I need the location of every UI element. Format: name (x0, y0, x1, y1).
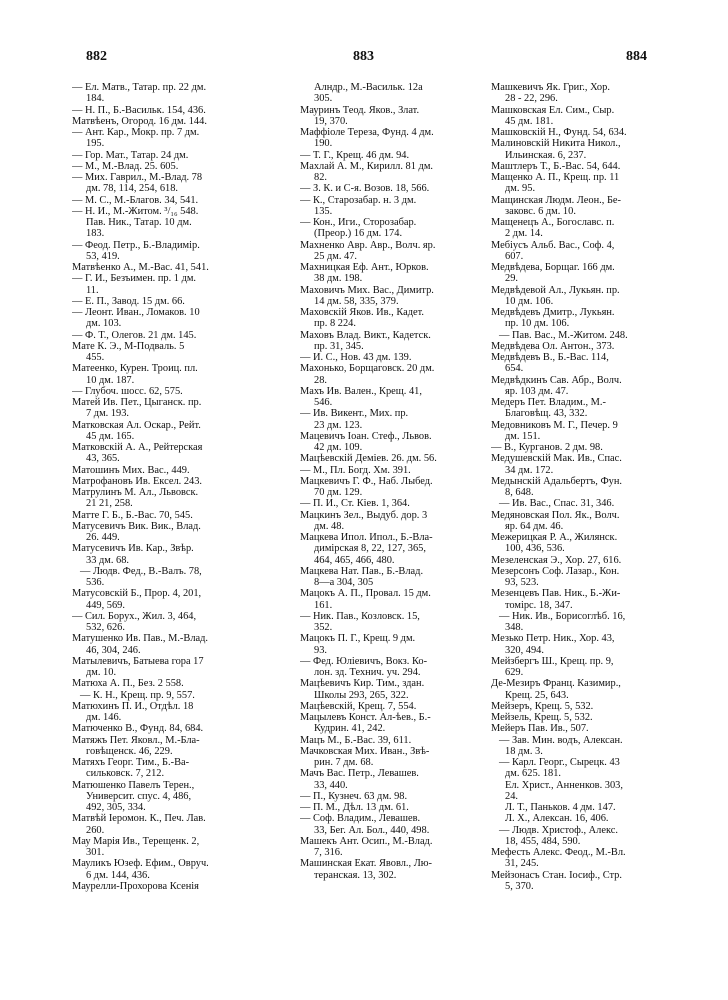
directory-entry-line: 33, Бег. Ал. Бол., 440, 498. (314, 824, 430, 836)
directory-entry-line: Матусевичъ Ив. Кар., Звѣр. (72, 543, 194, 555)
directory-entry-line: 7, 316. (314, 847, 343, 858)
directory-entry-line: Маффіоле Тереза, Фунд. 4 дм. (300, 127, 434, 138)
directory-entry-line: — Ник. Ив., Борисоглѣб. 16, (499, 610, 626, 622)
directory-entry-line: Мащинская Людм. Леон., Бе- (491, 194, 621, 206)
directory-entry-line: Маховъ Влад. Викт., Кадетск. (300, 329, 431, 341)
directory-entry-line: дм. 103. (86, 318, 122, 330)
directory-entry-line: Медынскій Адальбертъ, Фун. (491, 475, 623, 487)
directory-entry-line: Машекъ Ант. Осип., М.-Влад. (300, 835, 433, 847)
directory-entry-line: 184. (86, 93, 105, 105)
directory-entry-line: 305. (314, 93, 333, 105)
directory-entry-line: Мейзеръ, Крещ. 5, 532. (491, 700, 594, 712)
directory-entry-line: Машинская Екат. Явовл., Лю- (300, 858, 432, 870)
directory-entry-line: — Т. Г., Крещ. 46 дм. 94. (300, 149, 410, 161)
directory-entry-line: Благовѣщ. 43, 332. (505, 408, 588, 420)
directory-entry-line: Мацкева Ипол. Ипол., Б.-Вла- (300, 532, 433, 543)
directory-entry-line: Медвѣдева, Борщаг. 166 дм. (491, 262, 615, 273)
directory-entry-line: Матушенко Ив. Пав., М.-Влад. (72, 633, 208, 645)
directory-entry-line: Мефесть Алекс. Феод., М.-Вл. (491, 847, 626, 858)
directory-entry-line: 82. (314, 172, 327, 183)
directory-entry-line: 2 дм. 14. (505, 228, 543, 240)
directory-entry-line: Мачъ Вас. Петр., Левашев. (300, 768, 419, 780)
directory-entry-line: Мезерсонъ Соф. Лазар., Кон. (491, 565, 620, 577)
directory-entry-line: Медушевскій Мак. Ив., Спас. (491, 453, 622, 465)
directory-entry-line: Крещ. 25, 643. (505, 689, 569, 701)
directory-entry-line: 38 дм. 198. (314, 273, 363, 285)
directory-entry-line: говѣщенск. 46, 229. (86, 745, 173, 757)
directory-entry-line: Матте Г. Б., Б.-Вас. 70, 545. (72, 509, 193, 521)
directory-entry-line: (Преор.) 16 дм. 174. (314, 228, 403, 240)
directory-entry-line: дм. 625. 181. (505, 768, 562, 780)
directory-entry-line: Мацкевичъ Г. Ф., Наб. Лыбед. (300, 475, 433, 487)
directory-entry-line: — Соф. Владим., Левашев. (300, 813, 421, 825)
directory-entry-line: Матрулинъ М. Ал., Львовск. (72, 487, 199, 498)
directory-entry-line: яр. 103 дм. 47. (505, 385, 569, 397)
directory-entry-line: — Н. И., М.-Житом. ³/₁₆ 548. (72, 205, 199, 217)
directory-entry-line: 33, 440. (314, 779, 348, 791)
directory-entry-line: 195. (86, 138, 105, 150)
directory-entry-line: Матылевичъ, Батыева гора 17 (72, 655, 204, 667)
directory-entry-line: дм. 78, 114, 254, 618. (86, 183, 179, 195)
directory-entry-line: Мейзель, Крещ. 5, 532. (491, 712, 593, 723)
directory-entry-line: пр. 8 224. (314, 318, 356, 330)
directory-entry-line: — П. М., Дѣл. 13 дм. 61. (300, 802, 409, 813)
directory-entry-line: Матковскій А. А., Рейтерская (72, 442, 203, 453)
directory-entry-line: Машковскій Н., Фунд. 54, 634. (491, 127, 627, 138)
directory-entry-line: — М., Пл. Богд. Хм. 391. (300, 464, 411, 476)
directory-entry-line: 31, 245. (505, 858, 539, 870)
directory-entry-line: рин. 7 дм. 68. (314, 757, 374, 768)
directory-entry-line: Мацъ М., Б.-Вас. 39, 611. (300, 734, 412, 746)
directory-entry-line: Мезько Петр. Ник., Хор. 43, (491, 633, 615, 645)
directory-entry-line: Матюшенко Павелъ Терен., (72, 779, 195, 791)
directory-entry-line: 455. (86, 352, 105, 363)
directory-entry-line: Медвѣдевой Ал., Лукьян. пр. (491, 284, 620, 296)
directory-entry-line: Мащенецъ А., Богославс. п. (491, 217, 615, 228)
directory-entry-line: Медвѣдкинъ Сав. Абр., Волч. (491, 374, 622, 386)
directory-entry-line: Медвѣдевъ В., Б.-Вас. 114, (491, 352, 609, 363)
directory-entry-line: 28. (314, 374, 327, 386)
directory-entry-line: — З. К. и С-я. Возов. 18, 566. (300, 183, 430, 195)
directory-entry-line: — Ив. Вас., Спас. 31, 346. (499, 498, 615, 510)
directory-entry-line: — Пав. Вас., М.-Житом. 248. (499, 329, 628, 341)
directory-entry-line: Университ. спус. 4, 486, (86, 790, 192, 802)
directory-entry-line: Махлай А. М., Кирилл. 81 дм. (300, 160, 433, 172)
directory-entry-line: Мате К. Э., М-Подваль. 5 (72, 340, 185, 352)
directory-entry-line: 25 дм. 47. (314, 250, 358, 262)
directory-entry-line: дм. 48. (314, 520, 345, 532)
directory-entry-line: 43, 365. (86, 453, 120, 465)
directory-entry-line: 19, 370. (314, 115, 348, 127)
directory-entry-line: Матюхинъ П. И., Отдѣл. 18 (72, 700, 194, 712)
directory-entry-line: — М., М.-Влад. 25. 605. (72, 160, 179, 172)
directory-entry-line: 8, 648. (505, 487, 534, 498)
directory-entry-line: 260. (86, 824, 105, 836)
directory-entry-line: 93. (314, 644, 327, 656)
directory-entry-line: Матеенко, Курен. Троиц. пл. (72, 363, 198, 375)
directory-entry-line: Мау Марія Ив., Терещенк. 2, (72, 835, 200, 847)
directory-entry-line: — Ел. Матв., Татар. пр. 22 дм. (72, 82, 207, 93)
directory-entry-line: 629. (505, 667, 524, 678)
directory-entry-line: Медяновская Пол. Як., Волч. (491, 509, 620, 521)
directory-entry-line: — Ф. Т., Олегов. 21 дм. 145. (72, 329, 197, 341)
directory-entry-line: Махъ Ив. Вален., Крещ. 41, (300, 385, 422, 397)
directory-entry-line: — Карл. Георг., Сырецк. 43 (499, 757, 620, 768)
directory-entry-line: лон. зд. Технич. уч. 294. (314, 667, 421, 678)
directory-entry-line: Мачковская Мих. Иван., Звѣ- (300, 745, 430, 757)
directory-entry-line: 100, 436, 536. (505, 543, 565, 555)
directory-entry-line: 449, 569. (86, 599, 125, 611)
directory-entry-line: Л. Т., Паньков. 4 дм. 147. (505, 802, 616, 813)
directory-entry-line: 352. (314, 622, 333, 633)
directory-entry-line: — Зав. Мин. водъ, Алексан. (499, 734, 623, 746)
directory-entry-line: — Сил. Борух., Жил. 3, 464, (72, 610, 197, 622)
directory-entry-line: Мацокъ П. Г., Крещ. 9 дм. (300, 633, 416, 645)
directory-entry-line: — Г. И., Безъимен. пр. 1 дм. (72, 273, 197, 285)
directory-entry-line: теранская. 13, 302. (314, 869, 397, 881)
directory-entry-line: Мацылевъ Конст. Ал-ѣев., Б.- (300, 712, 431, 723)
directory-entry-line: 53, 419. (86, 250, 120, 262)
directory-entry-line: Матошинъ Мих. Вас., 449. (72, 464, 190, 476)
directory-entry-line: 34 дм. 172. (505, 464, 554, 476)
directory-entry-line: — М. С., М.-Благов. 34, 541. (72, 194, 199, 206)
column-left (72, 82, 284, 892)
directory-entry-line: 14 дм. 58, 335, 379. (314, 295, 399, 307)
directory-entry-line: — Людв. Фед., В.-Валъ. 78, (80, 565, 202, 577)
directory-entry-line: — Ник. Пав., Козловск. 15, (300, 610, 420, 622)
directory-entry-line: Школы 293, 265, 322. (314, 689, 409, 701)
directory-entry-line: сильковск. 7, 212. (86, 768, 165, 780)
directory-entry-line: — П., Кузнеч. 63 дм. 98. (300, 790, 408, 802)
directory-entry-line: Мебіусъ Альб. Вас., Соф. 4, (491, 239, 615, 251)
column-middle (300, 82, 512, 881)
directory-entry-line: Мейзонасъ Стан. Іосиф., Стр. (491, 869, 622, 881)
directory-entry-line: 532, 626. (86, 622, 125, 633)
directory-entry-line: Межерицкая Р. А., Жилянск. (491, 532, 618, 543)
directory-entry-line: 11. (86, 284, 99, 296)
directory-entry-line: — Ант. Кар., Мокр. пр. 7 дм. (72, 127, 200, 138)
directory-entry-line: 45 дм. 181. (505, 115, 554, 127)
directory-entry-line: 183. (86, 228, 105, 240)
directory-entry-line: Матюха А. П., Без. 2 558. (72, 678, 184, 690)
directory-entry-line: 8—а 304, 305 (314, 577, 374, 588)
directory-entry-line: Маховскій Яков. Ив., Кадет. (300, 307, 425, 318)
directory-entry-line: Маштлеръ Т., Б.-Вас. 54, 644. (491, 160, 621, 172)
directory-entry-line: дм. 151. (505, 430, 541, 442)
directory-entry-line: Медвѣдева Ол. Антон., 373. (491, 340, 615, 352)
directory-entry-line: яр. 64 дм. 46. (505, 520, 564, 532)
directory-entry-line: — Мих. Гаврил., М.-Влад. 78 (72, 172, 203, 183)
directory-entry-line: Матвѣй Іеромон. К., Печ. Лав. (72, 813, 206, 825)
directory-entry-line: Пав. Ник., Татар. 10 дм. (86, 217, 192, 228)
directory-entry-line: 7 дм. 193. (86, 408, 130, 420)
directory-entry-line: — В., Курганов. 2 дм. 98. (491, 442, 603, 453)
directory-entry-line: Мауликъ Юзеф. Ефим., Овруч. (72, 858, 209, 870)
directory-entry-line: 607. (505, 250, 524, 262)
directory-entry-line: — Гор. Мат., Татар. 24 дм. (72, 149, 189, 161)
directory-entry-line: 18, 455, 484, 590. (505, 835, 581, 847)
directory-entry-line: 10 дм. 106. (505, 295, 554, 307)
directory-entry-line: пр. 31, 345. (314, 340, 364, 352)
directory-entry-line: Мейеръ Пав. Ив., 507. (491, 723, 589, 735)
directory-entry-line: 70 дм. 129. (314, 487, 363, 498)
directory-entry-line: Медвѣдевъ Дмитр., Лукьян. (491, 307, 615, 318)
directory-entry-line: 135. (314, 205, 333, 217)
directory-entry-line: Матусовскій Б., Прор. 4, 201, (72, 588, 202, 600)
directory-entry-line: дм. 146. (86, 712, 122, 723)
directory-entry-line: — Ив. Викент., Мих. пр. (300, 408, 409, 420)
directory-entry-line: 10 дм. 187. (86, 374, 135, 386)
directory-entry-line: Матей Ив. Пет., Цыганск. пр. (72, 397, 202, 408)
directory-entry-line: 654. (505, 363, 524, 375)
directory-entry-line: — И. С., Нов. 43 дм. 139. (300, 352, 412, 363)
directory-entry-line: Матрофановъ Ив. Ексел. 243. (72, 475, 203, 487)
directory-entry-line: 5, 370. (505, 880, 534, 892)
directory-entry-line: 45 дм. 165. (86, 430, 135, 442)
page-number-middle: 883 (353, 49, 374, 64)
directory-entry-line: 161. (314, 599, 333, 611)
directory-entry-line: Л. Х., Алексан. 16, 406. (505, 813, 609, 825)
directory-entry-line: Махонько, Борщаговск. 20 дм. (300, 363, 435, 375)
directory-entry-line: Махненко Авр. Авр., Волч. яр. (300, 239, 436, 251)
directory-entry-line: Мацѣевскій Деміев. 26. дм. 56. (300, 453, 437, 465)
directory-entry-line: Матюченко В., Фунд. 84, 684. (72, 723, 204, 735)
directory-entry-line: Алндр., М.-Васильк. 12а (314, 82, 423, 93)
directory-entry-line: Мацкинъ Зел., Выдуб. дор. 3 (300, 509, 428, 521)
directory-entry-line: пр. 10 дм. 106. (505, 318, 570, 330)
directory-entry-line: томірс. 18, 347. (505, 599, 573, 611)
directory-entry-line: Кудрин. 41, 242. (314, 723, 386, 735)
directory-entry-line: — Феод. Петр., Б.-Владимір. (72, 239, 200, 251)
directory-entry-line: 46, 304, 246. (86, 644, 141, 656)
directory-entry-line: — Людв. Христоф., Алекс. (499, 824, 618, 836)
directory-entry-line: Мезеленская Э., Хор. 27, 616. (491, 554, 622, 566)
directory-entry-line: 93, 523. (505, 577, 539, 588)
directory-entry-line: дм. 95. (505, 183, 536, 195)
directory-entry-line: Мацокъ А. П., Провал. 15 дм. (300, 588, 431, 600)
directory-entry-line: Машковская Ел. Сим., Сыр. (491, 104, 615, 116)
directory-entry-line: 21 21, 258. (86, 498, 133, 510)
directory-entry-line: — Кон., Иги., Сторозабар. (300, 217, 417, 228)
directory-entry-line: 320, 494. (505, 644, 544, 656)
directory-entry-line: 536. (86, 577, 105, 588)
directory-entry-line: Ел. Христ., Анненков. 303, (505, 779, 623, 791)
directory-entry-line: 42 дм. 109. (314, 442, 363, 453)
directory-entry-line: Маховичъ Мих. Вас., Димитр. (300, 284, 434, 296)
directory-entry-line: димірская 8, 22, 127, 365, (314, 543, 426, 555)
directory-entry-line: — П. И., Ст. Кіев. 1, 364. (300, 498, 410, 510)
directory-entry-line: Мезенцевъ Пав. Ник., Б.-Жи- (491, 588, 621, 600)
page-number-right: 884 (626, 49, 647, 64)
directory-entry-line: 23 дм. 123. (314, 419, 363, 431)
directory-entry-line: — К., Старозабар. н. 3 дм. (300, 194, 417, 206)
directory-entry-line: Медовниковъ М. Г., Печер. 9 (491, 419, 618, 431)
directory-entry-line: — Н. П., Б.-Васильк. 154, 436. (72, 104, 206, 116)
directory-entry-line: Машкевичъ Як. Григ., Хор. (491, 82, 610, 93)
directory-entry-line: 6 дм. 144, 436. (86, 869, 150, 881)
directory-entry-line: Мацкева Нат. Пав., Б.-Влад. (300, 565, 424, 577)
directory-entry-line: 546. (314, 397, 333, 408)
directory-entry-line: 348. (505, 622, 524, 633)
directory-entry-line: — Глубоч. шосс. 62, 575. (72, 385, 183, 397)
directory-entry-line: Де-Мезиръ Франц. Казимир., (491, 678, 621, 690)
directory-entry-line: дм. 10. (86, 667, 117, 678)
directory-entry-line: Медеръ Пет. Владим., М.- (491, 397, 606, 408)
directory-entry-line: Матвѣенко А., М.-Вас. 41, 541. (72, 262, 209, 273)
directory-entry-line: 301. (86, 847, 105, 858)
directory-entry-line: Мацѣевскій, Крещ. 7, 554. (300, 700, 417, 712)
directory-entry-line: Матковская Ал. Оскар., Рейт. (72, 419, 201, 431)
directory-entry-line: Матяхъ Георг. Тим., Б.-Ва- (72, 757, 190, 768)
directory-entry-line: 190. (314, 138, 333, 150)
directory-entry-line: Маурелли-Прохорова Ксенія (72, 880, 199, 892)
directory-entry-line: 29. (505, 273, 518, 285)
directory-entry-line: Мащенко А. П., Крещ. пр. 11 (491, 172, 620, 183)
page-number-left: 882 (86, 49, 107, 64)
directory-entry-line: — Леонт. Иван., Ломаков. 10 (72, 307, 200, 318)
directory-entry-line: Мацевичъ Іоан. Стеф., Львов. (300, 430, 432, 442)
directory-entry-line: 18 дм. 3. (505, 745, 543, 757)
directory-entry-line: 26. 449. (86, 532, 120, 543)
directory-entry-line: — К. Н., Крещ. пр. 9, 557. (80, 689, 195, 701)
directory-entry-line: Махницкая Еф. Ант., Юрков. (300, 262, 429, 273)
directory-entry-line: Мацѣевичъ Кир. Тим., здан. (300, 678, 425, 690)
directory-entry-line: Матвѣенъ, Огород. 16 дм. 144. (72, 115, 207, 127)
directory-entry-line: Матяжъ Пет. Яковл., М.-Бла- (72, 734, 200, 746)
directory-entry-line: 492, 305, 334. (86, 802, 146, 813)
directory-entry-line: 464, 465, 466, 480. (314, 554, 395, 566)
directory-entry-line: 33 дм. 68. (86, 554, 130, 566)
directory-entry-line: — Фед. Юліевичъ, Вокз. Ко- (300, 655, 428, 667)
directory-entry-line: Мейзбергъ Ш., Крещ. пр. 9, (491, 655, 614, 667)
directory-entry-line: 28 - 22, 296. (505, 93, 558, 105)
directory-entry-line: 24. (505, 790, 518, 802)
directory-entry-line: Матусевичъ Вик. Вик., Влад. (72, 520, 201, 532)
directory-entry-line: — Е. П., Завод. 15 дм. 66. (72, 295, 185, 307)
directory-entry-line: заковс. 6 дм. 10. (505, 205, 576, 217)
directory-entry-line: Ильинская. 6, 237. (505, 149, 587, 161)
directory-entry-line: Малиновскій Никита Никол., (491, 138, 621, 150)
directory-entry-line: Мауринъ Теод. Яков., Злат. (300, 104, 420, 116)
column-right (491, 82, 711, 892)
